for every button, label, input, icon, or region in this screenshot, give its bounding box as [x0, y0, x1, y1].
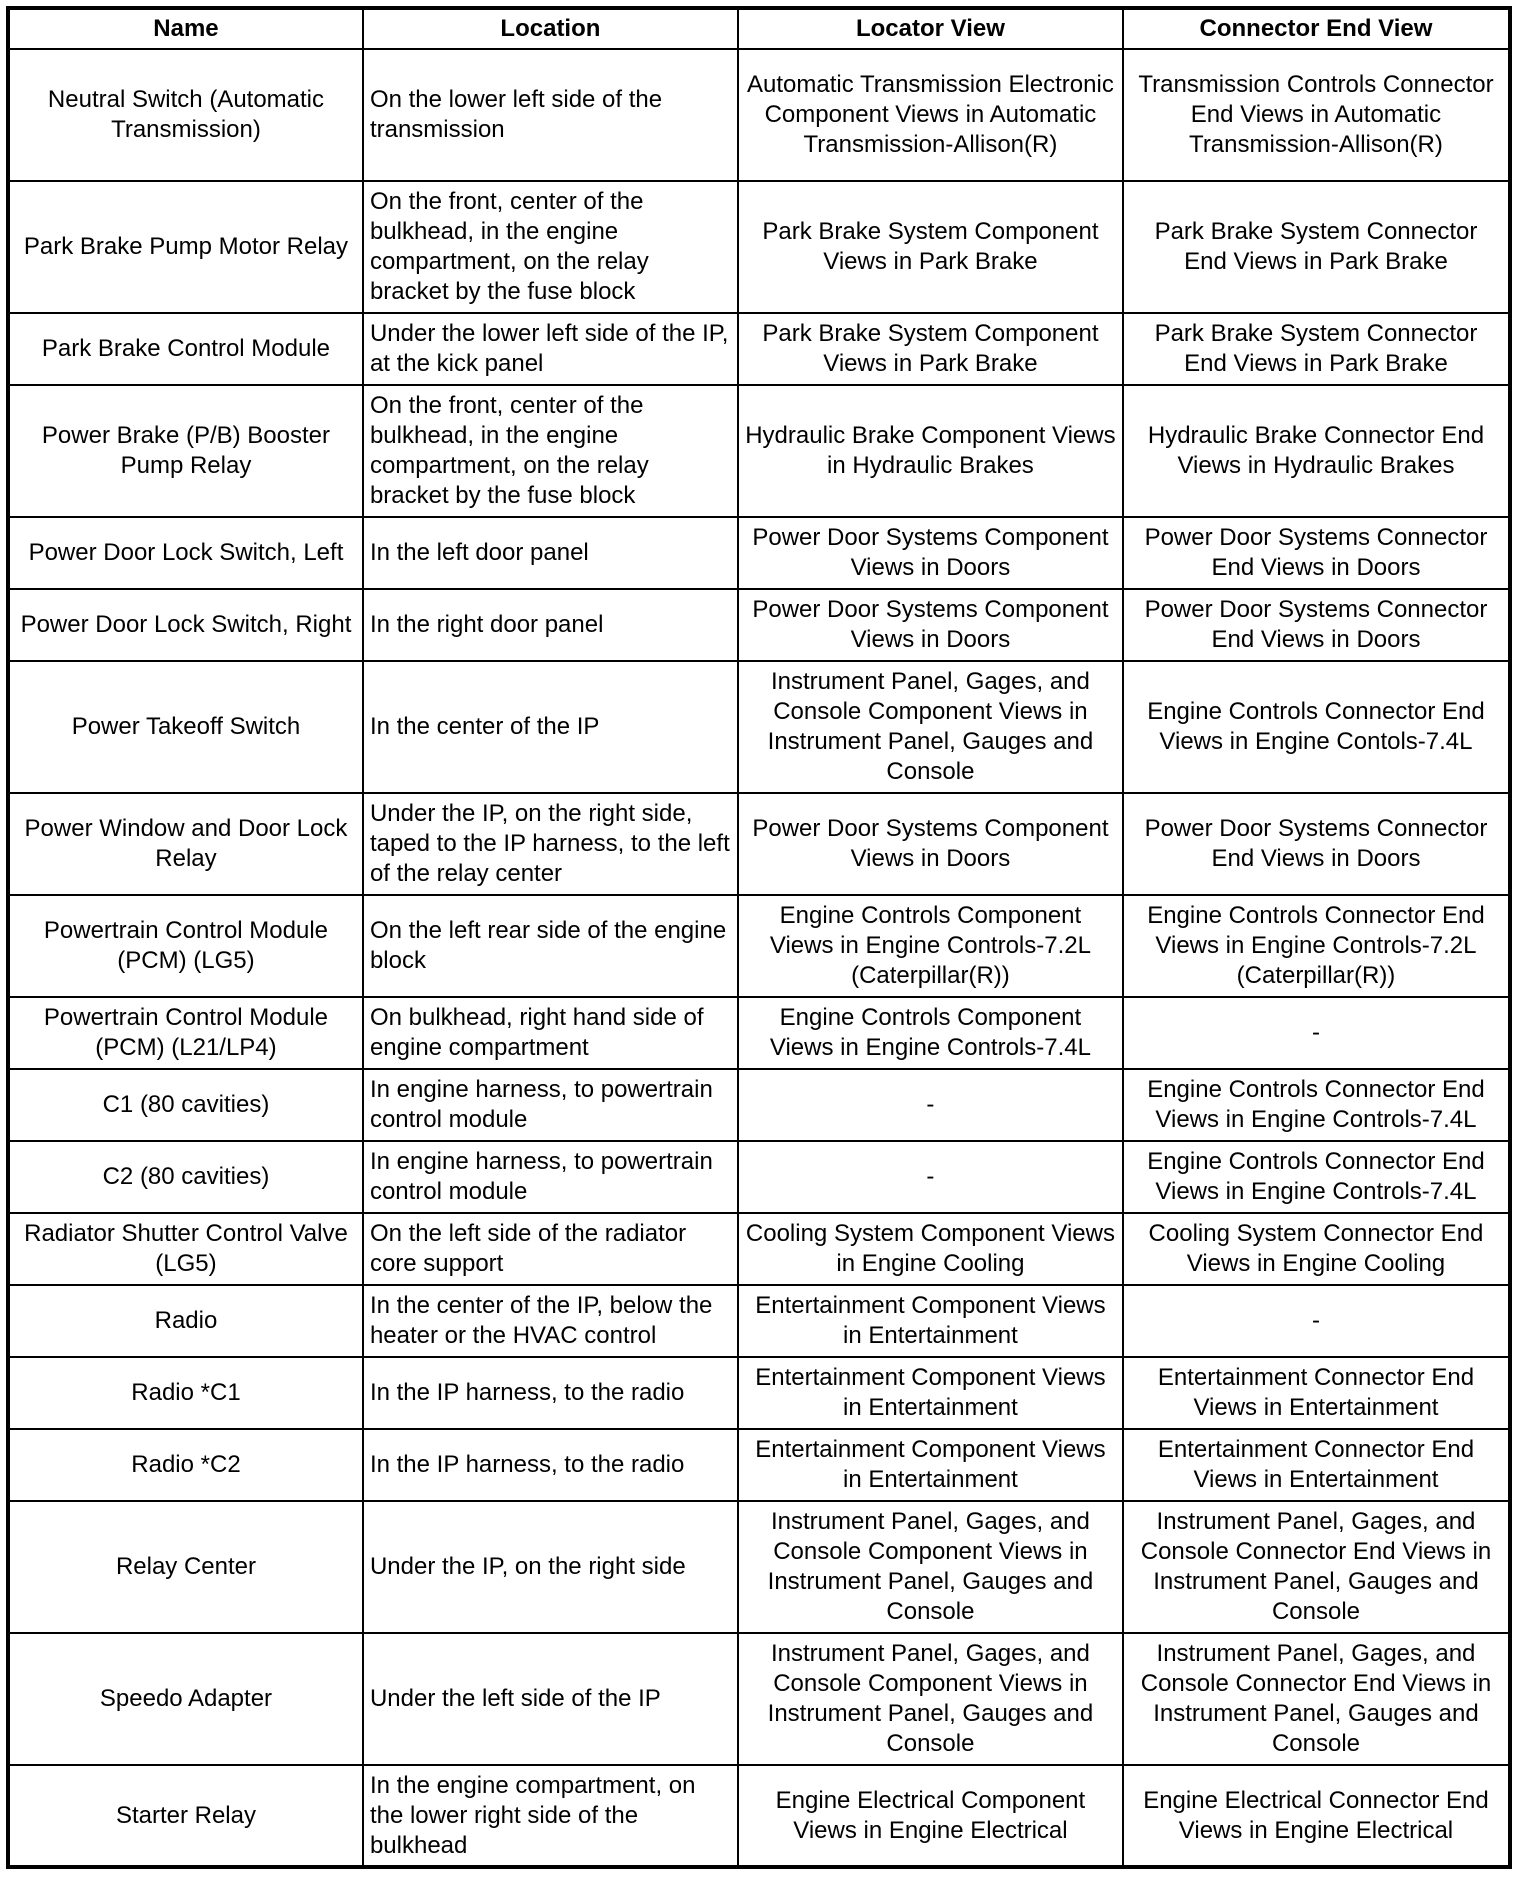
cell-name: Neutral Switch (Automatic Transmission) [8, 49, 363, 181]
table-row [8, 385, 1510, 517]
cell-location: On bulkhead, right hand side of engine compartment [363, 997, 738, 1069]
cell-connector-end-view: Power Door Systems Connector End Views in Doors [1123, 517, 1510, 589]
cell-location: On the lower left side of the transmission [363, 49, 738, 181]
table-row [8, 1141, 1510, 1213]
cell-locator-view: Entertainment Component Views in Entertainment [738, 1285, 1123, 1357]
cell-locator-view: Engine Electrical Component Views in Engine Electrical [738, 1765, 1123, 1867]
cell-name: C2 (80 cavities) [8, 1141, 363, 1213]
table-row [8, 49, 1510, 181]
cell-connector-end-view: Cooling System Connector End Views in Engine Cooling [1123, 1213, 1510, 1285]
header-location: Location [363, 8, 738, 49]
cell-location: In the IP harness, to the radio [363, 1357, 738, 1429]
cell-name: Powertrain Control Module (PCM) (LG5) [8, 895, 363, 997]
cell-connector-end-view: Park Brake System Connector End Views in Park Brake [1123, 313, 1510, 385]
cell-locator-view: Instrument Panel, Gages, and Console Component Views in Instrument Panel, Gauges and Console [738, 661, 1123, 793]
cell-name: Starter Relay [8, 1765, 363, 1867]
cell-name: Park Brake Pump Motor Relay [8, 181, 363, 313]
cell-locator-view: Hydraulic Brake Component Views in Hydraulic Brakes [738, 385, 1123, 517]
cell-locator-view: Instrument Panel, Gages, and Console Component Views in Instrument Panel, Gauges and Console [738, 1633, 1123, 1765]
cell-location: Under the lower left side of the IP, at the kick panel [363, 313, 738, 385]
cell-location: On the left rear side of the engine block [363, 895, 738, 997]
header-connector-end-view: Connector End View [1123, 8, 1510, 49]
cell-connector-end-view: Hydraulic Brake Connector End Views in Hydraulic Brakes [1123, 385, 1510, 517]
table-row [8, 997, 1510, 1069]
cell-connector-end-view: Instrument Panel, Gages, and Console Connector End Views in Instrument Panel, Gauges and Console [1123, 1501, 1510, 1633]
cell-name: Radio [8, 1285, 363, 1357]
cell-location: On the left side of the radiator core support [363, 1213, 738, 1285]
cell-connector-end-view: Engine Electrical Connector End Views in Engine Electrical [1123, 1765, 1510, 1867]
cell-name: Power Door Lock Switch, Right [8, 589, 363, 661]
cell-locator-view: Power Door Systems Component Views in Doors [738, 793, 1123, 895]
cell-location: Under the left side of the IP [363, 1633, 738, 1765]
cell-name: Powertrain Control Module (PCM) (L21/LP4) [8, 997, 363, 1069]
cell-location: In engine harness, to powertrain control module [363, 1069, 738, 1141]
cell-name: Power Window and Door Lock Relay [8, 793, 363, 895]
cell-location: In the left door panel [363, 517, 738, 589]
cell-name: Radio *C2 [8, 1429, 363, 1501]
cell-location: In the center of the IP, below the heater or the HVAC control [363, 1285, 738, 1357]
cell-connector-end-view: Park Brake System Connector End Views in Park Brake [1123, 181, 1510, 313]
cell-name: Power Door Lock Switch, Left [8, 517, 363, 589]
cell-locator-view: - [738, 1141, 1123, 1213]
cell-location: In the engine compartment, on the lower right side of the bulkhead [363, 1765, 738, 1867]
cell-location: Under the IP, on the right side, taped to the IP harness, to the left of the relay center [363, 793, 738, 895]
table-header-row [8, 8, 1510, 49]
cell-connector-end-view: Engine Controls Connector End Views in Engine Controls-7.4L [1123, 1069, 1510, 1141]
component-locator-table [6, 6, 1512, 1869]
table-row [8, 313, 1510, 385]
cell-connector-end-view: Transmission Controls Connector End Views in Automatic Transmission-Allison(R) [1123, 49, 1510, 181]
cell-name: Park Brake Control Module [8, 313, 363, 385]
table-row [8, 1501, 1510, 1633]
cell-connector-end-view: Power Door Systems Connector End Views in Doors [1123, 793, 1510, 895]
cell-location: Under the IP, on the right side [363, 1501, 738, 1633]
cell-connector-end-view: Instrument Panel, Gages, and Console Connector End Views in Instrument Panel, Gauges and Console [1123, 1633, 1510, 1765]
cell-connector-end-view: Engine Controls Connector End Views in Engine Contols-7.4L [1123, 661, 1510, 793]
cell-name: Radio *C1 [8, 1357, 363, 1429]
table-row [8, 1633, 1510, 1765]
cell-locator-view: Power Door Systems Component Views in Doors [738, 589, 1123, 661]
cell-name: Relay Center [8, 1501, 363, 1633]
cell-locator-view: Power Door Systems Component Views in Doors [738, 517, 1123, 589]
header-name: Name [8, 8, 363, 49]
cell-location: On the front, center of the bulkhead, in the engine compartment, on the relay bracket by the fuse block [363, 181, 738, 313]
table-row [8, 517, 1510, 589]
cell-name: Speedo Adapter [8, 1633, 363, 1765]
table-row [8, 1285, 1510, 1357]
cell-name: Power Takeoff Switch [8, 661, 363, 793]
table-row [8, 589, 1510, 661]
cell-connector-end-view: Power Door Systems Connector End Views in Doors [1123, 589, 1510, 661]
cell-location: In engine harness, to powertrain control module [363, 1141, 738, 1213]
cell-name: Power Brake (P/B) Booster Pump Relay [8, 385, 363, 517]
table-row [8, 1357, 1510, 1429]
table-row [8, 1069, 1510, 1141]
table-row [8, 793, 1510, 895]
cell-locator-view: Entertainment Component Views in Entertainment [738, 1357, 1123, 1429]
table-row [8, 895, 1510, 997]
cell-locator-view: Engine Controls Component Views in Engine Controls-7.2L (Caterpillar(R)) [738, 895, 1123, 997]
header-locator-view: Locator View [738, 8, 1123, 49]
cell-locator-view: Park Brake System Component Views in Park Brake [738, 313, 1123, 385]
component-table-container [6, 6, 1512, 1869]
cell-connector-end-view: Engine Controls Connector End Views in Engine Controls-7.2L (Caterpillar(R)) [1123, 895, 1510, 997]
table-row [8, 1765, 1510, 1867]
table-row [8, 1213, 1510, 1285]
cell-locator-view: Entertainment Component Views in Entertainment [738, 1429, 1123, 1501]
cell-locator-view: Park Brake System Component Views in Park Brake [738, 181, 1123, 313]
cell-connector-end-view: Entertainment Connector End Views in Entertainment [1123, 1429, 1510, 1501]
cell-location: In the IP harness, to the radio [363, 1429, 738, 1501]
cell-locator-view: Engine Controls Component Views in Engine Controls-7.4L [738, 997, 1123, 1069]
cell-locator-view: Cooling System Component Views in Engine Cooling [738, 1213, 1123, 1285]
cell-connector-end-view: Engine Controls Connector End Views in Engine Controls-7.4L [1123, 1141, 1510, 1213]
cell-location: In the right door panel [363, 589, 738, 661]
cell-locator-view: Instrument Panel, Gages, and Console Component Views in Instrument Panel, Gauges and Console [738, 1501, 1123, 1633]
cell-location: In the center of the IP [363, 661, 738, 793]
cell-connector-end-view: Entertainment Connector End Views in Entertainment [1123, 1357, 1510, 1429]
table-row [8, 1429, 1510, 1501]
cell-connector-end-view: - [1123, 997, 1510, 1069]
table-row [8, 181, 1510, 313]
cell-locator-view: - [738, 1069, 1123, 1141]
cell-name: Radiator Shutter Control Valve (LG5) [8, 1213, 363, 1285]
cell-connector-end-view: - [1123, 1285, 1510, 1357]
cell-locator-view: Automatic Transmission Electronic Component Views in Automatic Transmission-Allison(R) [738, 49, 1123, 181]
cell-name: C1 (80 cavities) [8, 1069, 363, 1141]
table-row [8, 661, 1510, 793]
cell-location: On the front, center of the bulkhead, in the engine compartment, on the relay bracket by the fuse block [363, 385, 738, 517]
